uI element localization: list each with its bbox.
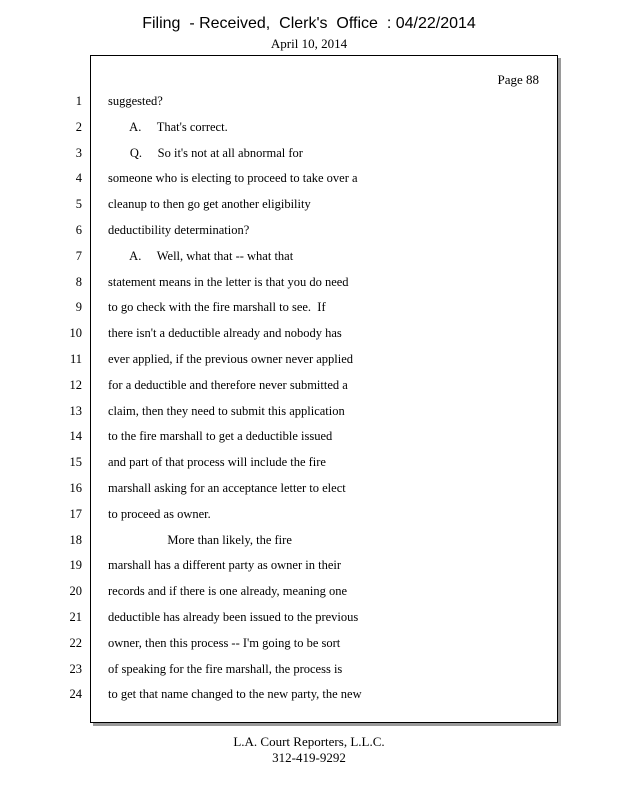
line-number: 15 xyxy=(69,455,82,470)
transcript-line xyxy=(0,88,618,114)
transcript-date: April 10, 2014 xyxy=(270,36,348,51)
line-number: 2 xyxy=(75,119,82,134)
transcript-line xyxy=(0,656,618,682)
line-number: 24 xyxy=(69,687,82,702)
transcript-line xyxy=(0,165,618,191)
page-number: Page 88 xyxy=(497,72,539,87)
line-number: 18 xyxy=(69,532,82,547)
transcript-line xyxy=(0,217,618,243)
transcript-line xyxy=(0,501,618,527)
line-number: 11 xyxy=(69,351,82,366)
line-number: 9 xyxy=(75,300,82,315)
line-text: A. That's correct. xyxy=(108,119,228,134)
line-text: Q. So it's not at all abnormal for xyxy=(108,145,303,160)
line-text: of speaking for the fire marshall, the process is xyxy=(108,661,343,676)
line-number: 3 xyxy=(75,145,82,160)
line-text: deductibility determination? xyxy=(108,222,250,237)
line-text: there isn't a deductible already and nobody has xyxy=(108,326,342,341)
line-text: and part of that process will include the fire xyxy=(108,455,326,470)
line-text: More than likely, the fire xyxy=(108,532,292,547)
transcript-line xyxy=(0,423,618,449)
line-number: 4 xyxy=(75,171,82,186)
line-number: 6 xyxy=(75,222,82,237)
line-number: 14 xyxy=(69,429,82,444)
line-number: 12 xyxy=(69,377,82,392)
line-text: to proceed as owner. xyxy=(108,506,211,521)
line-number: 5 xyxy=(75,197,82,212)
transcript-line xyxy=(0,243,618,269)
line-text: owner, then this process -- I'm going to be sort xyxy=(108,635,341,650)
line-text: to the fire marshall to get a deductible issued xyxy=(108,429,333,444)
line-text: to go check with the fire marshall to see. If xyxy=(108,300,326,315)
transcript-line xyxy=(0,552,618,578)
line-number: 1 xyxy=(75,94,82,108)
line-text: records and if there is one already, meaning one xyxy=(108,584,348,599)
line-number: 23 xyxy=(69,661,82,676)
transcript-line xyxy=(0,630,618,656)
line-text: suggested? xyxy=(108,94,163,108)
line-number: 16 xyxy=(69,480,82,495)
line-text: claim, then they need to submit this application xyxy=(108,403,345,418)
transcript-line xyxy=(0,578,618,604)
line-text: to get that name changed to the new party, the new xyxy=(108,687,362,702)
line-number: 22 xyxy=(69,635,82,650)
footer-phone: 312-419-9292 xyxy=(272,750,346,765)
filing-stamp: Filing - Received, Clerk's Office : 04/22/2014 xyxy=(142,15,476,32)
transcript-line xyxy=(0,269,618,295)
line-text: marshall has a different party as owner in their xyxy=(108,558,342,573)
line-text: ever applied, if the previous owner never applied xyxy=(108,351,354,366)
line-number: 19 xyxy=(69,558,82,573)
line-number: 13 xyxy=(69,403,82,418)
transcript-line xyxy=(0,114,618,140)
footer-company: L.A. Court Reporters, L.L.C. xyxy=(233,734,385,749)
transcript-line xyxy=(0,320,618,346)
transcript-line xyxy=(0,449,618,475)
transcript-line xyxy=(0,398,618,424)
line-text: for a deductible and therefore never submitted a xyxy=(108,377,348,392)
transcript-line xyxy=(0,681,618,707)
transcript-lines xyxy=(0,88,618,707)
line-text: cleanup to then go get another eligibility xyxy=(108,197,311,212)
transcript-line xyxy=(0,191,618,217)
transcript-line xyxy=(0,527,618,553)
transcript-line xyxy=(0,475,618,501)
transcript-line xyxy=(0,294,618,320)
line-text: statement means in the letter is that you do need xyxy=(108,274,349,289)
line-number: 8 xyxy=(75,274,82,289)
transcript-line xyxy=(0,604,618,630)
line-number: 10 xyxy=(69,326,82,341)
transcript-line xyxy=(0,140,618,166)
transcript-line xyxy=(0,372,618,398)
line-text: someone who is electing to proceed to take over a xyxy=(108,171,358,186)
line-text: marshall asking for an acceptance letter to elect xyxy=(108,480,346,495)
transcript-line xyxy=(0,346,618,372)
line-number: 21 xyxy=(69,609,82,624)
line-number: 17 xyxy=(69,506,82,521)
line-text: deductible has already been issued to the previous xyxy=(108,609,359,624)
line-number: 7 xyxy=(75,248,82,263)
line-text: A. Well, what that -- what that xyxy=(108,248,294,263)
line-number: 20 xyxy=(69,584,82,599)
